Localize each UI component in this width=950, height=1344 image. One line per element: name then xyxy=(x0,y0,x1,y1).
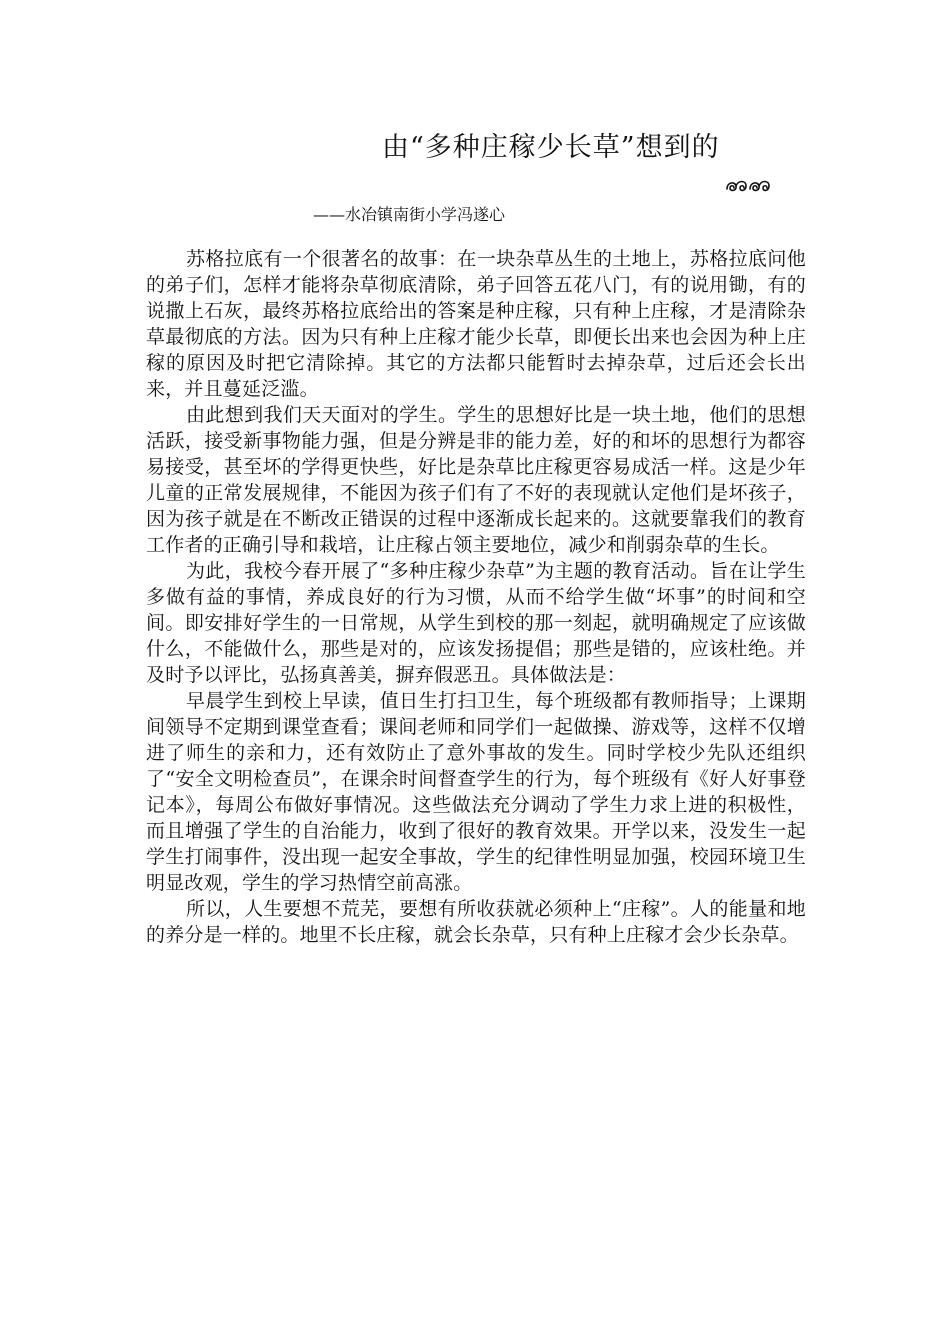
paragraph: 苏格拉底有一个很著名的故事：在一块杂草丛生的土地上，苏格拉底问他的弟子们，怎样才能将杂草彻底清除，弟子回答五花八门，有的说用锄，有的说撒上石灰，最终苏格拉底给出的答案是种庄稼，只有种上庄稼，才是清除杂草最彻底的方法。因为只有种上庄稼才能少长草，即便长出来也会因为种上庄稼的原因及时把它清除掉。其它的方法都只能暂时去掉杂草，过后还会长出来，并且蔓延泛滥。 xyxy=(146,248,806,400)
author-byline: ——水冶镇南街小学冯遂心 xyxy=(313,205,506,224)
paragraph: 早晨学生到校上早读，值日生打扫卫生，每个班级都有教师指导；上课期间领导不定期到课堂查看；课间老师和同学们一起做操、游戏等，这样不仅增进了师生的亲和力，还有效防止了意外事故的发生。同时学校少先队还组织了“安全文明检查员”，在课余时间督查学生的行为，每个班级有《好人好事登记本》，每周公布做好事情况。这些做法充分调动了学生力求上进的积极性，而且增强了学生的自治能力，收到了很好的教育效果。开学以来，没发生一起学生打闹事件，没出现一起安全事故，学生的纪律性明显加强，校园环境卫生明显改观，学生的学习热情空前高涨。 xyxy=(146,690,806,894)
paragraph: 所以，人生要想不荒芜，要想有所收获就必须种上“庄稼”。人的能量和地的养分是一样的。地里不长庄稼，就会长杂草，只有种上庄稼才会少长杂草。 xyxy=(146,898,806,946)
paragraph: 由此想到我们天天面对的学生。学生的思想好比是一块土地，他们的思想活跃，接受新事物能力强，但是分辨是非的能力差，好的和坏的思想行为都容易接受，甚至坏的学得更快些，好比是杂草比庄稼更容易成活一样。这是少年儿童的正常发展规律，不能因为孩子们有了不好的表现就认定他们是坏孩子，因为孩子就是在不断改正错误的过程中逐渐成长起来的。这就要靠我们的教育工作者的正确引导和栽培，让庄稼占领主要地位，减少和削弱杂草的生长。 xyxy=(146,404,806,556)
paragraph: 为此，我校今春开展了“多种庄稼少杂草”为主题的教育活动。旨在让学生多做有益的事情，养成良好的行为习惯，从而不给学生做“坏事”的时间和空间。即安排好学生的一日常规，从学生到校的那一刻起，就明确规定了应该做什么，不能做什么，那些是对的，应该发扬提倡；那些是错的，应该杜绝。并及时予以评比，弘扬真善美，摒弃假恶丑。具体做法是： xyxy=(146,560,806,686)
article-body xyxy=(146,246,806,948)
document-title: 由“多种庄稼少长草”想到的 xyxy=(382,132,720,163)
decorative-swirl-ornament-icon xyxy=(724,176,772,196)
